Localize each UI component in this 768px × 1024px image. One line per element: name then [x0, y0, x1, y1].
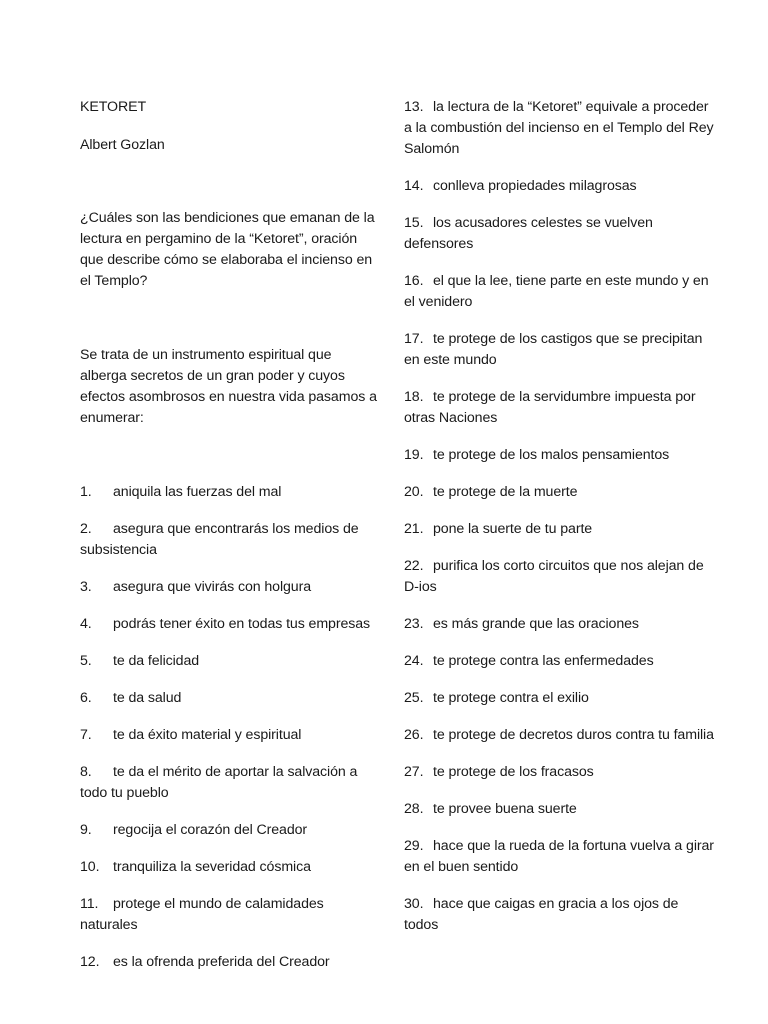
- list-item-text: pone la suerte de tu parte: [433, 521, 593, 537]
- list-item-text: te protege de los castigos que se precipitan en este mundo: [404, 331, 703, 368]
- list-item-number: 10.: [80, 859, 100, 875]
- list-item: [404, 213, 714, 255]
- list-item: [80, 725, 380, 746]
- intro-paragraph: Se trata de un instrumento espiritual que alberga secretos de un gran poder y cuyos efectos asombrosos en nuestra vida pasamos a enumerar:: [80, 347, 377, 426]
- list-item-text: te da felicidad: [113, 653, 200, 669]
- list-item: [80, 857, 380, 878]
- question-paragraph: ¿Cuáles son las bendiciones que emanan de la lectura en pergamino de la “Ketoret”, oración que describe cómo se elaboraba el incienso en el Templo?: [80, 210, 375, 289]
- list-item-text: te da salud: [113, 690, 182, 706]
- left-column: [80, 97, 380, 973]
- list-item-number: 27.: [404, 764, 424, 780]
- list-item: [404, 614, 714, 635]
- list-item: [404, 329, 714, 371]
- list-item-text: te protege contra las enfermedades: [433, 653, 654, 669]
- list-item: [80, 577, 380, 598]
- list-item: [404, 799, 714, 820]
- list-item-text: purifica los corto circuitos que nos alejan de D-ios: [404, 558, 704, 595]
- blessings-list-left: [80, 482, 380, 973]
- list-item-number: 2.: [80, 521, 92, 537]
- list-item-number: 28.: [404, 801, 424, 817]
- blessings-list-right: [404, 97, 714, 936]
- list-item-number: 22.: [404, 558, 424, 574]
- list-item-text: es más grande que las oraciones: [433, 616, 639, 632]
- list-item-text: regocija el corazón del Creador: [113, 822, 308, 838]
- list-item-text: el que la lee, tiene parte en este mundo y en el venidero: [404, 273, 709, 310]
- list-item-number: 4.: [80, 616, 92, 632]
- list-item: [80, 688, 380, 709]
- list-item: [404, 519, 714, 540]
- list-item: [404, 445, 714, 466]
- list-item: [404, 725, 714, 746]
- list-item-text: podrás tener éxito en todas tus empresas: [113, 616, 371, 632]
- list-item-number: 3.: [80, 579, 92, 595]
- list-item-text: te protege de los malos pensamientos: [433, 447, 670, 463]
- list-item-number: 7.: [80, 727, 92, 743]
- list-item: [404, 651, 714, 672]
- list-item-number: 1.: [80, 484, 92, 500]
- list-item-number: 23.: [404, 616, 424, 632]
- right-column: [404, 97, 714, 936]
- list-item: [404, 894, 714, 936]
- list-item-number: 11.: [80, 896, 99, 912]
- list-item: [404, 762, 714, 783]
- list-item-text: tranquiliza la severidad cósmica: [113, 859, 311, 875]
- list-item-text: hace que la rueda de la fortuna vuelva a girar en el buen sentido: [404, 838, 714, 875]
- list-item-number: 16.: [404, 273, 424, 289]
- list-item-number: 9.: [80, 822, 92, 838]
- list-item: [404, 176, 714, 197]
- list-item: [404, 556, 714, 598]
- list-item-number: 5.: [80, 653, 92, 669]
- list-item-number: 24.: [404, 653, 424, 669]
- list-item-number: 18.: [404, 389, 424, 405]
- list-item-text: te protege de la servidumbre impuesta por otras Naciones: [404, 389, 696, 426]
- list-item: [80, 519, 380, 561]
- list-item-number: 15.: [404, 215, 424, 231]
- list-item: [80, 952, 380, 973]
- list-item: [80, 894, 380, 936]
- list-item-text: protege el mundo de calamidades naturales: [80, 896, 324, 933]
- document-author: Albert Gozlan: [80, 137, 165, 153]
- list-item: [80, 820, 380, 841]
- list-item-text: te protege contra el exilio: [433, 690, 589, 706]
- list-item-number: 21.: [404, 521, 424, 537]
- list-item-number: 19.: [404, 447, 424, 463]
- list-item-number: 6.: [80, 690, 92, 706]
- list-item: [404, 387, 714, 429]
- list-item: [80, 762, 380, 804]
- list-item: [80, 651, 380, 672]
- list-item-text: te protege de los fracasos: [433, 764, 594, 780]
- list-item-number: 25.: [404, 690, 424, 706]
- list-item-text: la lectura de la “Ketoret” equivale a proceder a la combustión del incienso en el Templo del Rey Salomón: [404, 99, 714, 157]
- list-item: [404, 482, 714, 503]
- list-item-text: conlleva propiedades milagrosas: [433, 178, 637, 194]
- list-item-text: te provee buena suerte: [433, 801, 577, 817]
- list-item-number: 29.: [404, 838, 424, 854]
- list-item-number: 13.: [404, 99, 424, 115]
- list-item-text: hace que caigas en gracia a los ojos de todos: [404, 896, 679, 933]
- list-item-number: 14.: [404, 178, 424, 194]
- list-item-number: 20.: [404, 484, 424, 500]
- list-item-text: te da el mérito de aportar la salvación a todo tu pueblo: [80, 764, 358, 801]
- list-item-text: los acusadores celestes se vuelven defensores: [404, 215, 653, 252]
- list-item: [404, 97, 714, 160]
- list-item-number: 12.: [80, 954, 100, 970]
- list-item-text: te da éxito material y espiritual: [113, 727, 302, 743]
- list-item: [80, 614, 380, 635]
- list-item: [404, 688, 714, 709]
- list-item-number: 17.: [404, 331, 424, 347]
- list-item-text: asegura que encontrarás los medios de subsistencia: [80, 521, 359, 558]
- list-item-text: asegura que vivirás con holgura: [113, 579, 312, 595]
- list-item: [80, 482, 380, 503]
- document-title: KETORET: [80, 99, 147, 115]
- list-item-number: 26.: [404, 727, 424, 743]
- list-item-text: te protege de la muerte: [433, 484, 578, 500]
- list-item-number: 30.: [404, 896, 424, 912]
- list-item-number: 8.: [80, 764, 92, 780]
- list-item: [404, 836, 714, 878]
- list-item-text: te protege de decretos duros contra tu familia: [433, 727, 714, 743]
- list-item: [404, 271, 714, 313]
- list-item-text: es la ofrenda preferida del Creador: [113, 954, 330, 970]
- list-item-text: aniquila las fuerzas del mal: [113, 484, 282, 500]
